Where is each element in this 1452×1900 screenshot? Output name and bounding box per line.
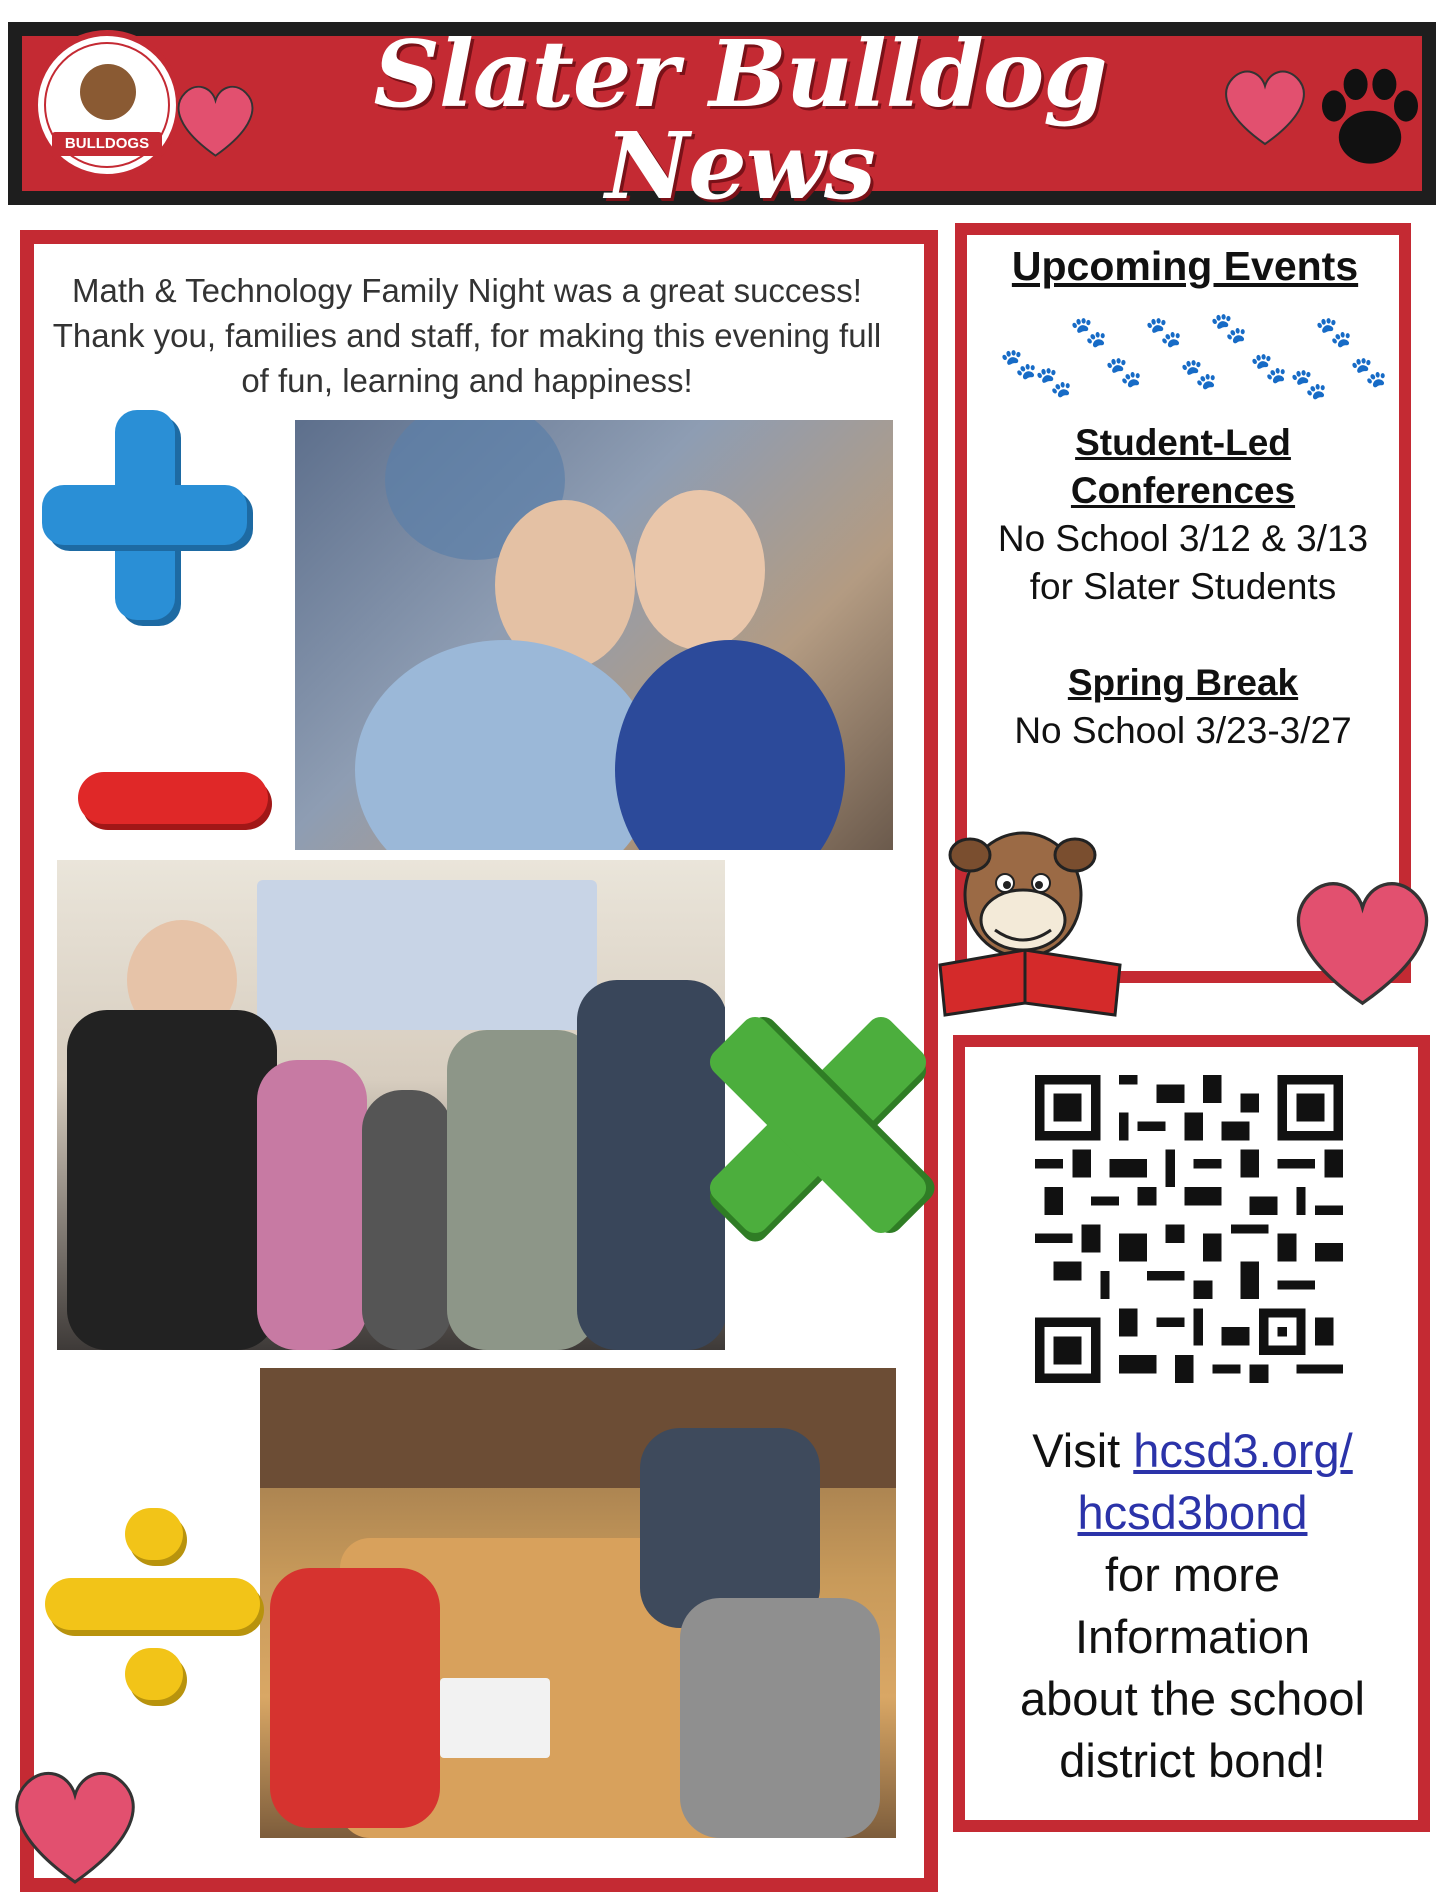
paw-icon: 🐾 — [1350, 356, 1388, 389]
paw-icon: 🐾 — [1105, 356, 1143, 389]
event-detail: No School 3/12 & 3/13 — [997, 518, 1369, 559]
paw-icon: 🐾 — [1145, 316, 1183, 349]
bond-link[interactable]: hcsd3.org/ — [1133, 1424, 1353, 1477]
paw-icon: 🐾 — [1070, 316, 1108, 349]
paw-icon: 🐾 — [1000, 348, 1038, 381]
bond-link[interactable]: hcsd3bond — [1077, 1486, 1308, 1539]
divide-symbol-bar-icon — [45, 1578, 260, 1630]
event-detail: for Slater Students — [1029, 566, 1337, 607]
paw-icon: 🐾 — [1290, 368, 1328, 401]
bond-line: for more — [1105, 1548, 1280, 1601]
photo-family-artwork — [57, 860, 725, 1350]
bulldog-face-icon — [80, 64, 136, 120]
paw-icon: 🐾 — [1180, 358, 1218, 391]
bond-line: about the school — [1020, 1672, 1365, 1725]
photo-family-game-table — [260, 1368, 896, 1838]
bond-line: Information — [1074, 1610, 1311, 1663]
visit-label: Visit — [1032, 1424, 1134, 1477]
paw-print-icon — [1310, 58, 1430, 178]
heart-icon — [1210, 56, 1320, 156]
event-detail: No School 3/23-3/27 — [1014, 710, 1352, 751]
qr-code-icon[interactable] — [1035, 1075, 1343, 1383]
heart-icon — [168, 72, 263, 167]
paw-trail — [995, 312, 1388, 408]
events-title: Upcoming Events — [1011, 243, 1359, 289]
photo-two-girls — [295, 420, 893, 850]
bond-line: district bond! — [1059, 1734, 1326, 1787]
paw-icon: 🐾 — [1210, 312, 1248, 345]
page-title: Slater Bulldog News — [373, 20, 1107, 220]
event-heading: Student-Led — [1075, 422, 1291, 463]
seal-ribbon: BULLDOGS — [52, 132, 162, 156]
bulldog-reading-mascot — [935, 815, 1125, 1030]
bond-info-text — [965, 1420, 1420, 1792]
event-heading: Conferences — [1070, 470, 1296, 511]
plus-symbol-icon — [42, 485, 247, 545]
paw-icon: 🐾 — [1250, 352, 1288, 385]
heart-icon — [1275, 858, 1450, 1023]
intro-text: Math & Technology Family Night was a great success! Thank you, families and staff, for making this evening full of fun, learning and happiness! — [52, 272, 882, 399]
heart-icon — [0, 1750, 150, 1900]
school-seal-logo — [32, 30, 182, 180]
paw-icon: 🐾 — [1035, 366, 1073, 399]
paw-icon: 🐾 — [1315, 316, 1353, 349]
event-heading: Spring Break — [1067, 662, 1299, 703]
minus-symbol-icon — [78, 772, 268, 824]
divide-symbol-dot-icon — [125, 1508, 183, 1560]
divide-symbol-dot-icon — [125, 1648, 183, 1700]
